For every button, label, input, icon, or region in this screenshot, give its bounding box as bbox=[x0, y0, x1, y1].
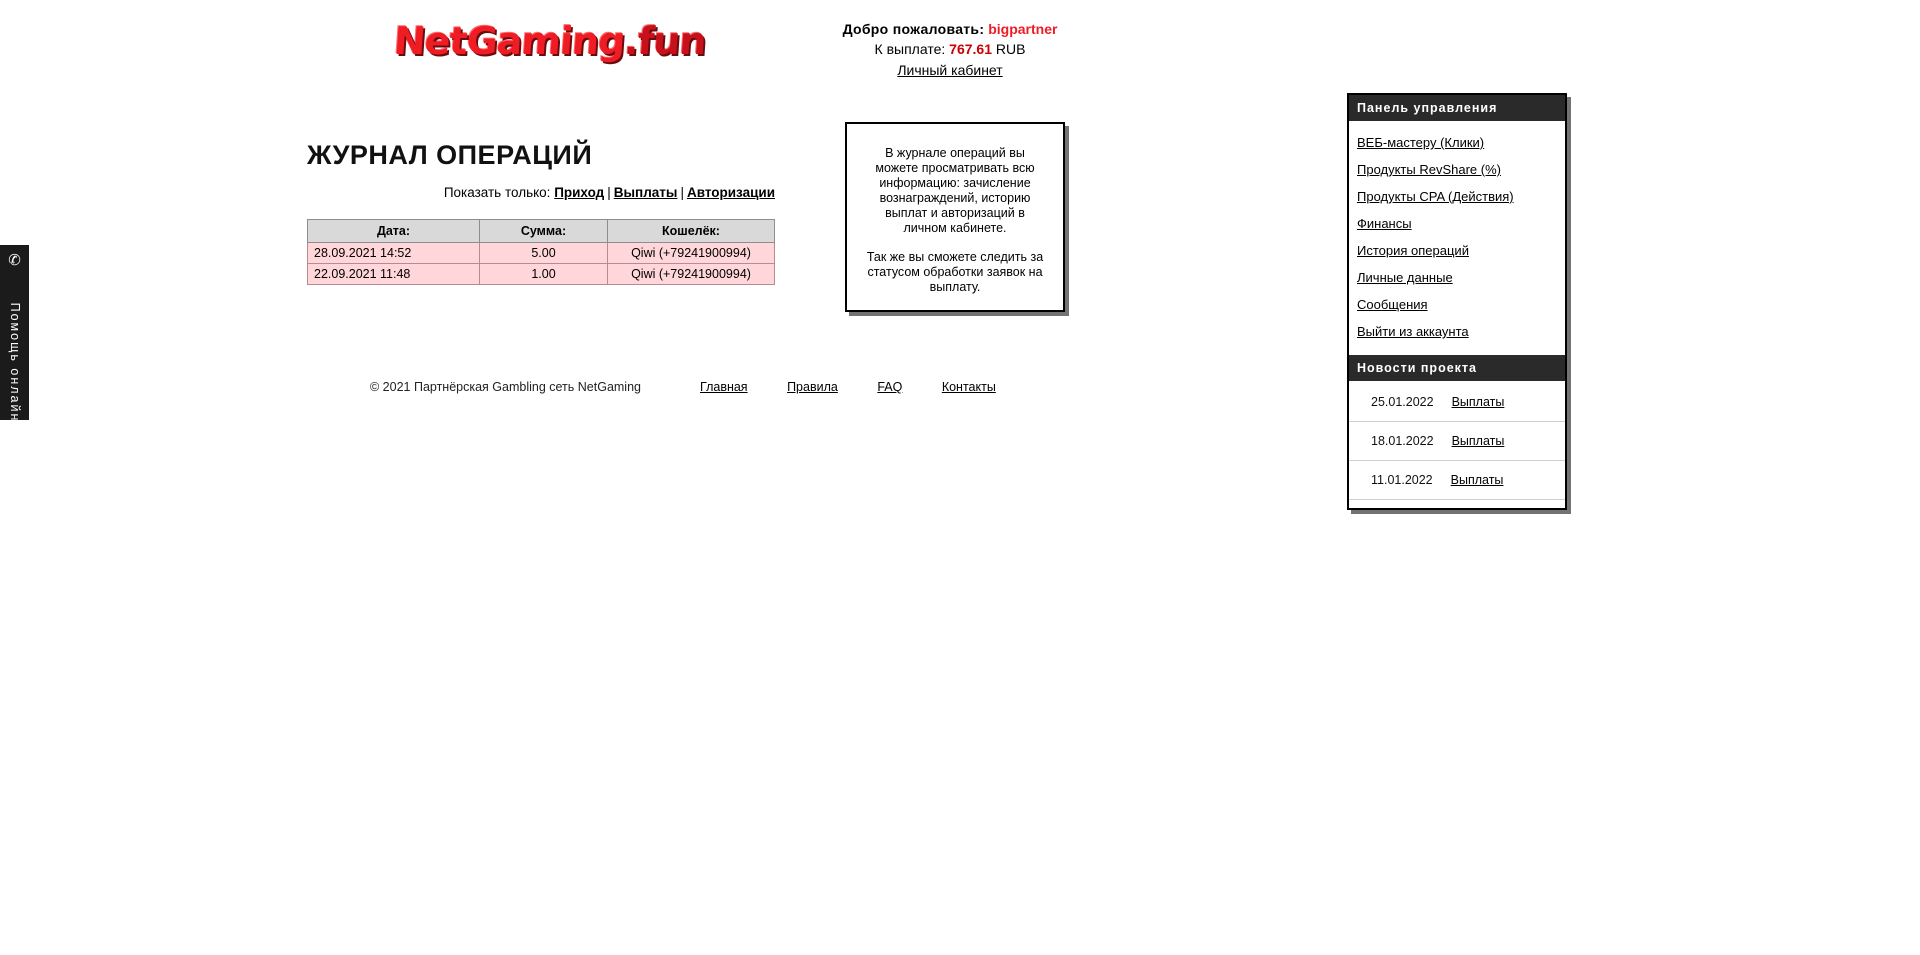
cell-date: 28.09.2021 14:52 bbox=[308, 243, 480, 264]
footer-link-rules[interactable]: Правила bbox=[787, 380, 838, 394]
cell-date: 22.09.2021 11:48 bbox=[308, 264, 480, 285]
table-header-row bbox=[308, 220, 775, 243]
greeting-label: Добро пожаловать: bbox=[842, 21, 985, 37]
payout-currency: RUB bbox=[995, 41, 1026, 57]
footer-link-faq[interactable]: FAQ bbox=[877, 380, 903, 394]
news-date: 25.01.2022 bbox=[1371, 395, 1434, 409]
filter-separator-2: | bbox=[680, 185, 684, 200]
page-title: ЖУРНАЛ ОПЕРАЦИЙ bbox=[307, 140, 593, 171]
menu-item-personal-data[interactable]: Личные данные bbox=[1357, 270, 1453, 285]
news-item bbox=[1349, 461, 1565, 500]
news-list bbox=[1349, 381, 1565, 508]
help-online-label: Помощь онлайн bbox=[8, 302, 22, 423]
control-panel-menu bbox=[1349, 121, 1565, 355]
table-row bbox=[308, 264, 775, 285]
site-logo[interactable] bbox=[392, 18, 708, 64]
news-link[interactable]: Выплаты bbox=[1450, 473, 1504, 487]
support-headset-icon: ✆ bbox=[8, 252, 21, 269]
news-item bbox=[1349, 383, 1565, 422]
help-online-tab[interactable] bbox=[0, 245, 29, 423]
logo-text-secondary: .fun bbox=[622, 19, 708, 63]
payout-row bbox=[790, 40, 1110, 58]
news-panel-header: Новости проекта bbox=[1349, 355, 1565, 381]
table-row bbox=[308, 243, 775, 264]
news-date: 11.01.2022 bbox=[1371, 473, 1433, 487]
control-panel-header: Панель управления bbox=[1349, 95, 1565, 121]
news-link[interactable]: Выплаты bbox=[1451, 395, 1505, 409]
payout-label: К выплате: bbox=[874, 41, 946, 57]
menu-item-operations-history[interactable]: История операций bbox=[1357, 243, 1469, 258]
filter-payouts-link[interactable]: Выплаты bbox=[613, 185, 678, 200]
news-item bbox=[1349, 422, 1565, 461]
column-header-date: Дата: bbox=[308, 220, 480, 243]
username-value: bigpartner bbox=[988, 21, 1058, 37]
right-panel bbox=[1347, 93, 1567, 510]
info-paragraph-2: Так же вы сможете следить за статусом обработки заявок на выплату. bbox=[866, 250, 1044, 294]
menu-item-logout[interactable]: Выйти из аккаунта bbox=[1357, 324, 1469, 339]
footer-link-contacts[interactable]: Контакты bbox=[941, 380, 996, 394]
payout-amount: 767.61 bbox=[949, 41, 992, 57]
column-header-wallet: Кошелёк: bbox=[608, 220, 775, 243]
operations-table bbox=[307, 219, 775, 285]
footer-link-home[interactable]: Главная bbox=[700, 380, 748, 394]
personal-cabinet-link[interactable]: Личный кабинет bbox=[897, 62, 1003, 78]
greeting-row bbox=[790, 20, 1110, 38]
filter-label: Показать только: bbox=[443, 185, 551, 200]
cell-wallet: Qiwi (+79241900994) bbox=[608, 243, 775, 264]
menu-item-messages[interactable]: Сообщения bbox=[1357, 297, 1428, 312]
info-paragraph-1: В журнале операций вы можете просматривать всю информацию: зачисление вознаграждений, историю выплат и авторизаций в личном кабинете. bbox=[875, 146, 1035, 235]
news-link[interactable]: Выплаты bbox=[1451, 434, 1505, 448]
menu-item-webmaster-clicks[interactable]: ВЕБ-мастеру (Клики) bbox=[1357, 135, 1485, 150]
filter-separator-1: | bbox=[607, 185, 611, 200]
menu-item-cpa-products[interactable]: Продукты CPA (Действия) bbox=[1357, 189, 1514, 204]
info-box bbox=[845, 122, 1065, 312]
column-header-sum: Сумма: bbox=[480, 220, 608, 243]
cell-wallet: Qiwi (+79241900994) bbox=[608, 264, 775, 285]
footer-nav bbox=[700, 380, 1000, 394]
news-date: 18.01.2022 bbox=[1371, 434, 1434, 448]
menu-item-revshare-products[interactable]: Продукты RevShare (%) bbox=[1357, 162, 1501, 177]
filter-bar bbox=[307, 185, 775, 200]
logo-text-primary: NetGaming bbox=[392, 19, 626, 63]
filter-authorizations-link[interactable]: Авторизации bbox=[686, 185, 775, 200]
welcome-block bbox=[790, 20, 1110, 79]
filter-income-link[interactable]: Приход bbox=[554, 185, 605, 200]
cell-sum: 5.00 bbox=[480, 243, 608, 264]
cell-sum: 1.00 bbox=[480, 264, 608, 285]
copyright-text: © 2021 Партнёрская Gambling сеть NetGaming bbox=[370, 380, 641, 394]
menu-item-finances[interactable]: Финансы bbox=[1357, 216, 1412, 231]
